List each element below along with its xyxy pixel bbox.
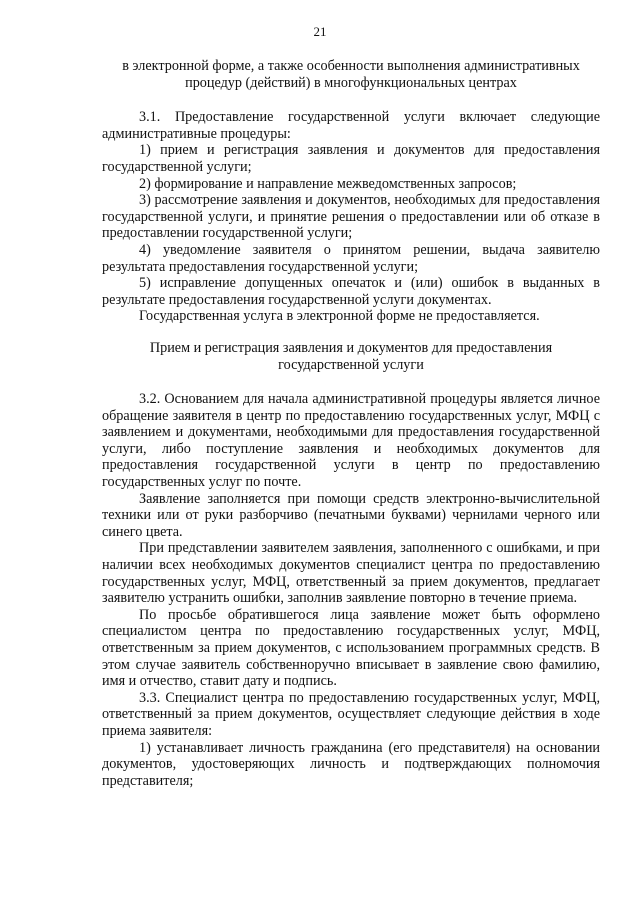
- intro-heading: в электронной форме, а также особенности выполнения административных процедур (действий) в многофункциональных центрах: [122, 58, 580, 91]
- reception-action-1: 1) устанавливает личность гражданина (его представителя) на основании документов, удостоверяющих личность и подтверждающих полномочия представителя;: [102, 739, 600, 789]
- specialist-filling-paragraph: По просьбе обратившегося лица заявление может быть оформлено специалистом центра по предоставлению государственных услуг, МФЦ, ответственным за прием документов, с использованием программных средств. В этом случае заявитель собственноручно вписывает в заявление свою фамилию, имя и отчество, ставит дату и подпись.: [102, 606, 600, 690]
- errors-paragraph: При представлении заявителем заявления, заполненного с ошибками, и при наличии всех необходимых документов специалист центра по предоставлению государственных услуг, МФЦ, ответственный за прием документов, предлагает заявителю устранить ошибки, заполнив заявление повторно в течение приема.: [102, 540, 600, 607]
- procedure-item-2: 2) формирование и направление межведомственных запросов;: [139, 175, 517, 192]
- procedure-item-5: 5) исправление допущенных опечаток и (или) ошибок в выданных в результате предоставления государственной услуги документах.: [102, 275, 600, 308]
- application-filling-paragraph: Заявление заполняется при помощи средств электронно-вычислительной техники или от руки разборчиво (печатными буквами) чернилами черного или синего цвета.: [102, 490, 600, 540]
- paragraph-3-2: 3.2. Основанием для начала административной процедуры является личное обращение заявителя в центр по предоставлению государственных услуг, МФЦ с заявлением и документами, необходимыми для предоставления государственной услуги, либо поступление заявления и необходимых документов для предоставления государственной услуги в центр по предоставлению государственных услуг по почте.: [102, 391, 600, 491]
- document-body: [102, 58, 600, 789]
- section-heading: Прием и регистрация заявления и документов для предоставления государственной услуги: [149, 339, 553, 373]
- page-number: 21: [313, 24, 327, 39]
- procedure-item-4: 4) уведомление заявителя о принятом решении, выдача заявителю результата предоставления государственной услуги;: [102, 241, 600, 275]
- paragraph-3-3: 3.3. Специалист центра по предоставлению государственных услуг, МФЦ, ответственный за прием документов, осуществляет следующие действия в ходе приема заявителя:: [102, 689, 600, 739]
- electronic-form-note: Государственная услуга в электронной форме не предоставляется.: [139, 308, 540, 325]
- procedure-item-1: 1) прием и регистрация заявления и документов для предоставления государственной услуги;: [102, 142, 600, 175]
- paragraph-3-1: 3.1. Предоставление государственной услуги включает следующие административные процедуры:: [102, 109, 600, 142]
- procedure-item-3: 3) рассмотрение заявления и документов, необходимых для предоставления государственной услуги, и принятие решения о предоставлении или об отказе в предоставлении государственной услуги;: [102, 192, 600, 242]
